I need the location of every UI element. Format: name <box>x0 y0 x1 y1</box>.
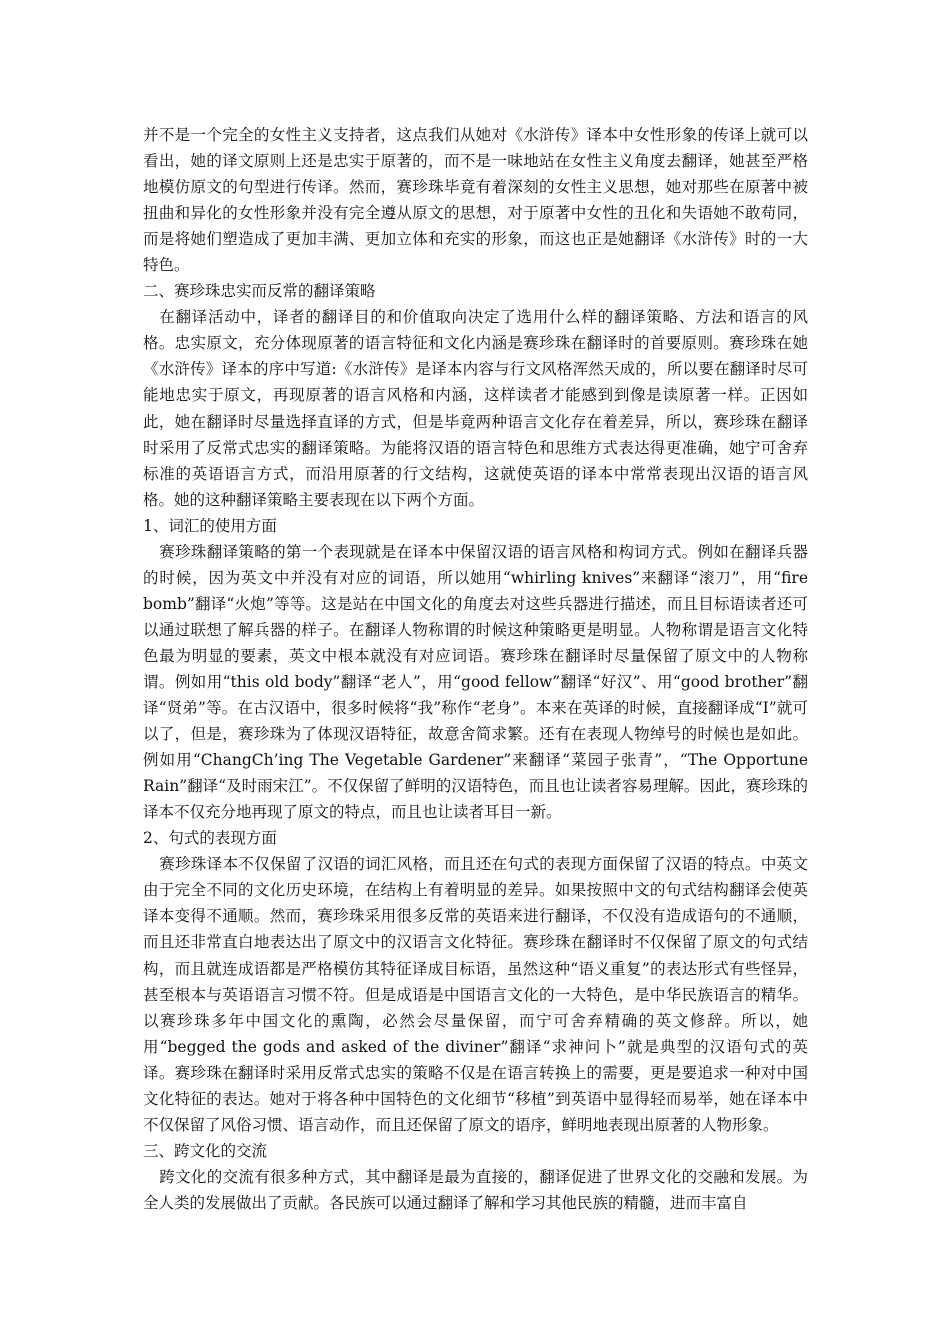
section-heading-cross-cultural: 三、跨文化的交流 <box>143 1141 268 1160</box>
paragraph-vocabulary: 赛珍珠翻译策略的第一个表现就是在译本中保留汉语的语言风格和构词方式。例如在翻译兵器的时候，因为英文中并没有对应的词语，所以她用“whirling knives”来翻译“滚刀”，用“fire bomb”翻译“火炮”等等。这是站在中国文化的角度去对这些兵器进行描述，而且目标语读者还可以通过联想了解兵器的样子。在翻译人物称谓的时候这种策略更是明显。人物称谓是语言文化特色最为明显的要素，英文中根本就没有对应词语。赛珍珠在翻译时尽量保留了原文中的人物称谓。例如用“this old body”翻译“老人”，用“good fellow”翻译“好汉”、用“good brother”翻译“贤弟”等。在古汉语中，很多时候将“我”称作“老身”。本来在英译的时候，直接翻译成“I”就可以了，但是，赛珍珠为了体现汉语特征，故意舍简求繁。还有在表现人物绰号的时候也是如此。例如用“ChangCh’ing The Vegetable Gardener”来翻译“菜园子张青”，“The Opportune Rain”翻译“及时雨宋江”。不仅保留了鲜明的汉语特色，而且也让读者容易理解。因此，赛珍珠的译本不仅充分地再现了原文的特点，而且也让读者耳目一新。 <box>143 542 808 822</box>
subsection-heading-sentence: 2、句式的表现方面 <box>143 829 277 848</box>
paragraph-sentence: 赛珍珠译本不仅保留了汉语的词汇风格，而且还在句式的表现方面保留了汉语的特点。中英文由于完全不同的文化历史环境，在结构上有着明显的差异。如果按照中文的句式结构翻译会使英译本变得不通顺。然而，赛珍珠采用很多反常的英语来进行翻译，不仅没有造成语句的不通顺，而且还非常直白地表达出了原文中的汉语言文化特征。赛珍珠在翻译时不仅保留了原文的句式结构，而且就连成语都是严格模仿其特征译成目标语，虽然这种“语义重复”的表达形式有些怪异，甚至根本与英语语言习惯不符。但是成语是中国语言文化的一大特色，是中华民族语言的精华。以赛珍珠多年中国文化的熏陶，必然会尽量保留，而宁可舍弃精确的英文修辞。所以，她用“begged the gods and asked of the diviner”翻译“求神问卜”就是典型的汉语句式的英译。赛珍珠在翻译时采用反常式忠实的策略不仅是在语言转换上的需要，更是要追求一种对中国文化特征的表达。她对于将各种中国特色的文化细节“移植”到英语中显得轻而易举，她在译本中不仅保留了风俗习惯、语言动作，而且还保留了原文的语序，鲜明地表现出原著的人物形象。 <box>143 855 808 1134</box>
subsection-heading-vocabulary: 1、词汇的使用方面 <box>143 516 277 535</box>
document-body <box>143 122 808 1216</box>
paragraph-feminism: 并不是一个完全的女性主义支持者，这点我们从她对《水浒传》译本中女性形象的传译上就可以看出，她的译文原则上还是忠实于原著的，而不是一味地站在女性主义角度去翻译，她甚至严格地模仿原文的句型进行传译。然而，赛珍珠毕竟有着深刻的女性主义思想，她对那些在原著中被扭曲和异化的女性形象并没有完全遵从原文的思想，对于原著中女性的丑化和失语她不敢苟同，而是将她们塑造成了更加丰满、更加立体和充实的形象，而这也正是她翻译《水浒传》时的一大特色。 <box>143 126 808 275</box>
paragraph-strategy-intro: 在翻译活动中，译者的翻译目的和价值取向决定了选用什么样的翻译策略、方法和语言的风格。忠实原文，充分体现原著的语言特征和文化内涵是赛珍珠在翻译时的首要原则。赛珍珠在她《水浒传》译本的序中写道:《水浒传》是译本内容与行文风格浑然天成的，所以要在翻译时尽可能地忠实于原文，再现原著的语言风格和内涵，这样读者才能感到到像是读原著一样。正因如此，她在翻译时尽量选择直译的方式，但是毕竟两种语言文化存在着差异，所以，赛珍珠在翻译时采用了反常式忠实的翻译策略。为能将汉语的语言特色和思维方式表达得更准确，她宁可舍弃标准的英语语言方式，而沿用原著的行文结构，这就使英语的译本中常常表现出汉语的语言风格。她的这种翻译策略主要表现在以下两个方面。 <box>143 308 808 509</box>
paragraph-cross-cultural: 跨文化的交流有很多种方式，其中翻译是最为直接的，翻译促进了世界文化的交融和发展。为全人类的发展做出了贡献。各民族可以通过翻译了解和学习其他民族的精髓，进而丰富自 <box>143 1167 808 1212</box>
section-heading-translation-strategy: 二、赛珍珠忠实而反常的翻译策略 <box>143 282 376 301</box>
